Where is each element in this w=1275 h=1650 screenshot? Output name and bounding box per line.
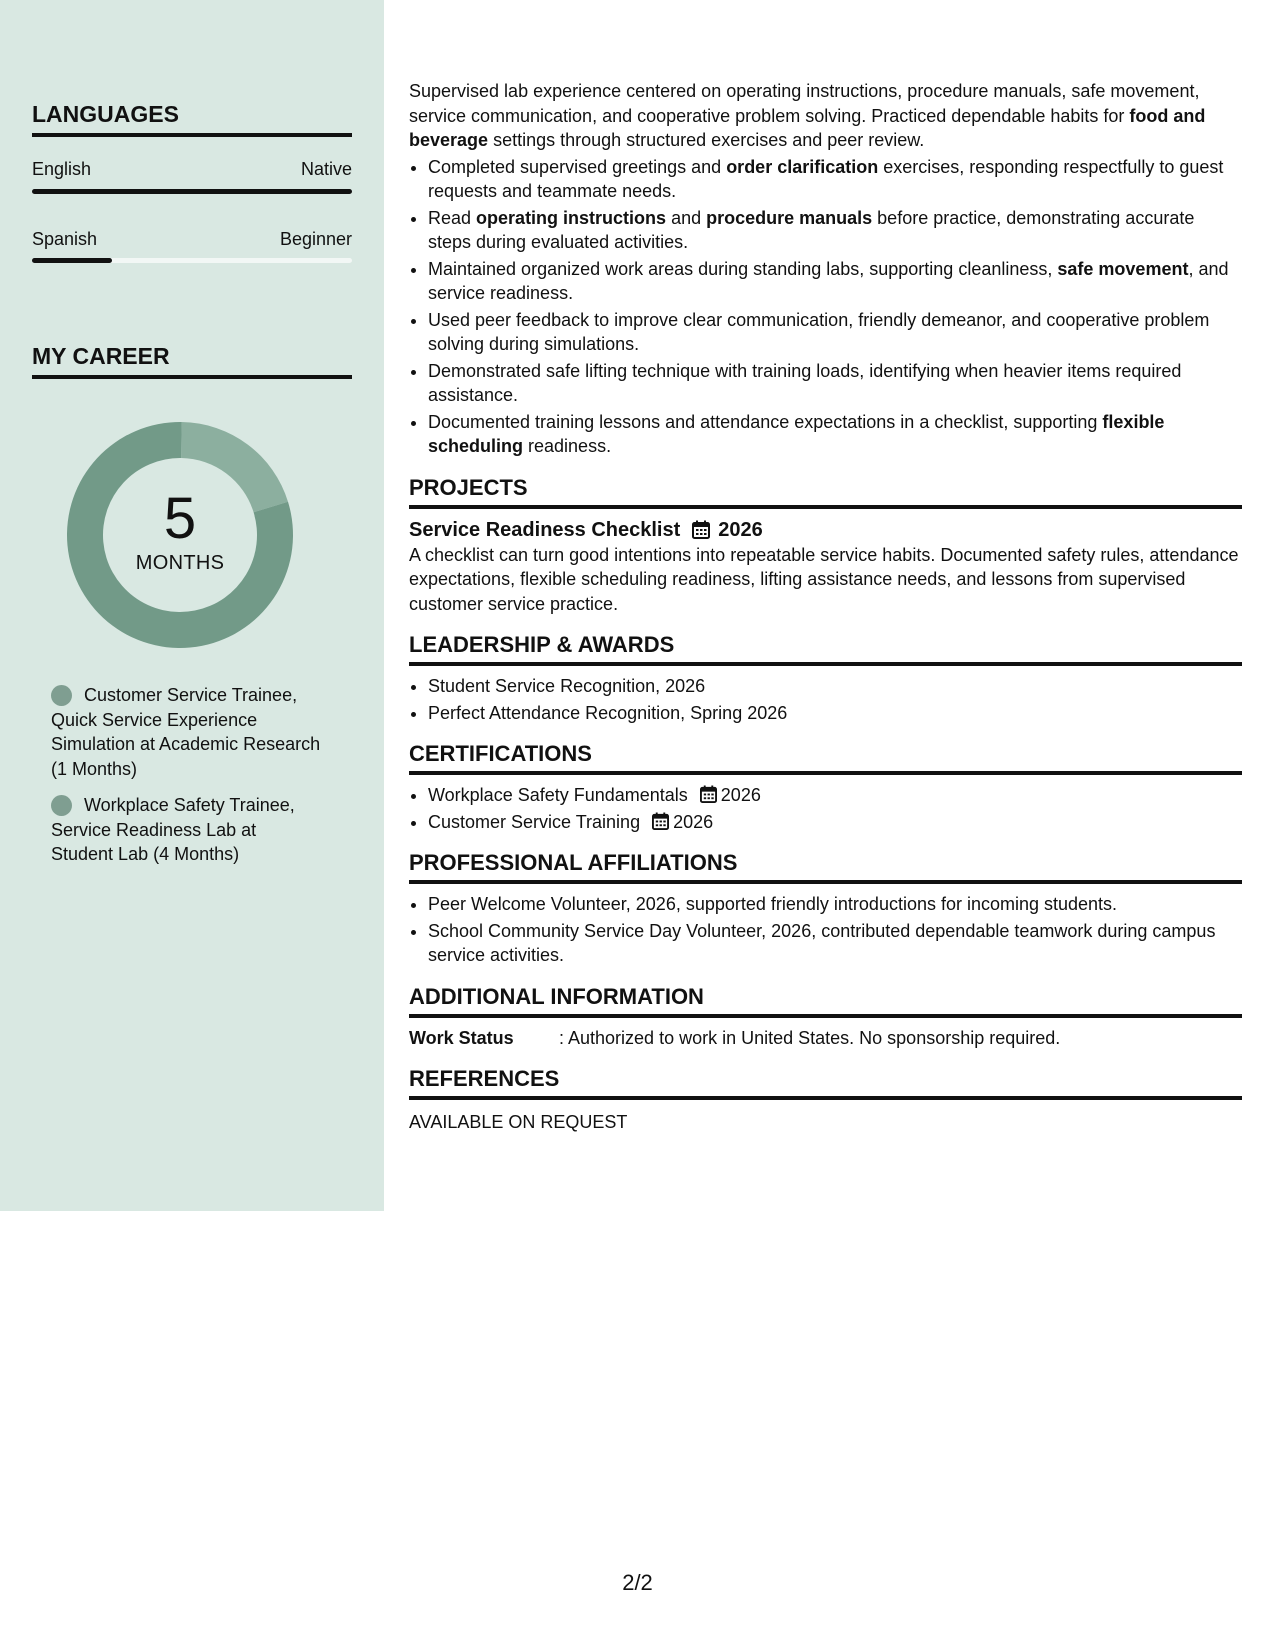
leadership-heading: LEADERSHIP & AWARDS: [409, 632, 1242, 666]
experience-bullets: [409, 155, 1242, 459]
bullet-keyword: procedure manuals: [706, 207, 873, 228]
career-item-text: Workplace Safety Trainee, Service Readiness Lab at Student Lab (4 Months): [51, 795, 295, 864]
career-total-unit: MONTHS: [135, 552, 225, 574]
project-name: Service Readiness Checklist: [409, 518, 681, 541]
bullet-text: Documented training lessons and attendance expectations in a checklist, supporting: [428, 411, 1103, 432]
career-donut: [66, 421, 294, 649]
language-row-english: [32, 158, 352, 180]
language-row-spanish: [32, 228, 352, 250]
certification-item: [428, 810, 1242, 835]
summary-text: Supervised lab experience centered on operating instructions, procedure manuals, safe movement, service communication, and cooperative problem solving. Practiced dependable habits for: [409, 81, 1200, 126]
experience-bullet: [428, 359, 1242, 408]
certifications-heading: CERTIFICATIONS: [409, 741, 1242, 775]
page-number: 2/2: [622, 1570, 653, 1595]
bullet-text: Completed supervised greetings and: [428, 156, 727, 177]
certification-year: 2026: [720, 785, 761, 805]
bullet-text: before practice, demonstrating accurate steps during evaluated activities.: [428, 207, 1195, 252]
language-bar-fill: [32, 258, 112, 263]
bullet-keyword: operating instructions: [476, 207, 667, 228]
bullet-text: exercises, responding respectfully to guest requests and teammate needs.: [428, 156, 1224, 201]
languages-heading: LANGUAGES: [32, 100, 352, 137]
work-status-row: [409, 1026, 1242, 1050]
projects-heading: PROJECTS: [409, 475, 1242, 509]
calendar-icon: [652, 812, 669, 830]
experience-bullet: [428, 410, 1242, 459]
language-name: English: [32, 159, 92, 179]
references-text: AVAILABLE ON REQUEST: [409, 1111, 628, 1132]
bullet-keyword: flexible scheduling: [428, 411, 1165, 456]
experience-bullet: [428, 308, 1242, 357]
certifications-list: [409, 783, 1242, 834]
main-content: [409, 79, 1242, 1134]
project-year: 2026: [718, 518, 763, 541]
affiliation-item: • School Community Service Day Volunteer, 2026, contributed dependable teamwork during campus service activities.: [428, 919, 1242, 968]
language-bar-fill: [32, 189, 352, 194]
project-header: [409, 517, 1242, 543]
language-bar-english: [32, 189, 352, 194]
calendar-icon: [700, 785, 717, 803]
work-status-value: : Authorized to work in United States. No sponsorship required.: [559, 1027, 1061, 1048]
bullet-dot-icon: [51, 795, 72, 816]
language-level: Beginner: [279, 229, 352, 249]
affiliation-item: • Peer Welcome Volunteer, 2026, supported friendly introductions for incoming students.: [428, 892, 1242, 917]
experience-bullet: [428, 155, 1242, 204]
leadership-item: • Perfect Attendance Recognition, Spring 2026: [428, 701, 1242, 726]
leadership-list: [409, 674, 1242, 725]
bullet-text: and: [666, 207, 707, 228]
certification-item: [428, 783, 1242, 808]
career-total-value: 5: [163, 486, 197, 551]
affiliations-list: [409, 892, 1242, 968]
summary-keyword: food and beverage: [409, 105, 1206, 150]
references-heading: REFERENCES: [409, 1066, 1242, 1100]
career-donut-center: [66, 421, 294, 649]
bullet-text: Maintained organized work areas during standing labs, supporting cleanliness,: [428, 258, 1058, 279]
career-heading: MY CAREER: [32, 342, 352, 379]
experience-bullet: [428, 206, 1242, 255]
language-bar-spanish: [32, 258, 352, 263]
language-name: Spanish: [32, 229, 98, 249]
career-item: [51, 683, 321, 781]
additional-info-heading: ADDITIONAL INFORMATION: [409, 984, 1242, 1018]
bullet-text: Read: [428, 207, 477, 228]
sidebar: [0, 0, 384, 1211]
certification-year: 2026: [673, 811, 714, 832]
certification-name: Customer Service Training: [428, 811, 641, 832]
experience-summary: [409, 79, 1242, 153]
leadership-item: • Student Service Recognition, 2026: [428, 674, 1242, 699]
affiliations-heading: PROFESSIONAL AFFILIATIONS: [409, 850, 1242, 884]
career-list: [51, 683, 321, 879]
bullet-text: Used peer feedback to improve clear communication, friendly demeanor, and cooperative problem solving during simulations.: [428, 309, 1210, 354]
bullet-text: , and service readiness.: [428, 258, 1229, 303]
work-status-label: Work Status: [409, 1027, 514, 1048]
career-item-text: Customer Service Trainee, Quick Service Experience Simulation at Academic Research (1 Months): [51, 685, 321, 779]
project-description: A checklist can turn good intentions into repeatable service habits. Documented safety rules, attendance expectations, flexible scheduling readiness, lifting assistance needs, and lessons from supervised customer service practice.: [409, 544, 1239, 614]
calendar-icon: [692, 520, 710, 539]
language-level: Native: [300, 159, 352, 179]
bullet-keyword: order clarification: [726, 156, 879, 177]
certification-name: Workplace Safety Fundamentals: [428, 785, 688, 805]
bullet-text: readiness.: [523, 436, 612, 456]
experience-bullet: [428, 257, 1242, 306]
bullet-dot-icon: [51, 685, 72, 706]
bullet-keyword: safe movement: [1057, 258, 1189, 279]
bullet-text: Demonstrated safe lifting technique with training loads, identifying when heavier items required assistance.: [428, 360, 1182, 405]
summary-text: settings through structured exercises and peer review.: [488, 130, 925, 150]
career-item: [51, 793, 321, 867]
